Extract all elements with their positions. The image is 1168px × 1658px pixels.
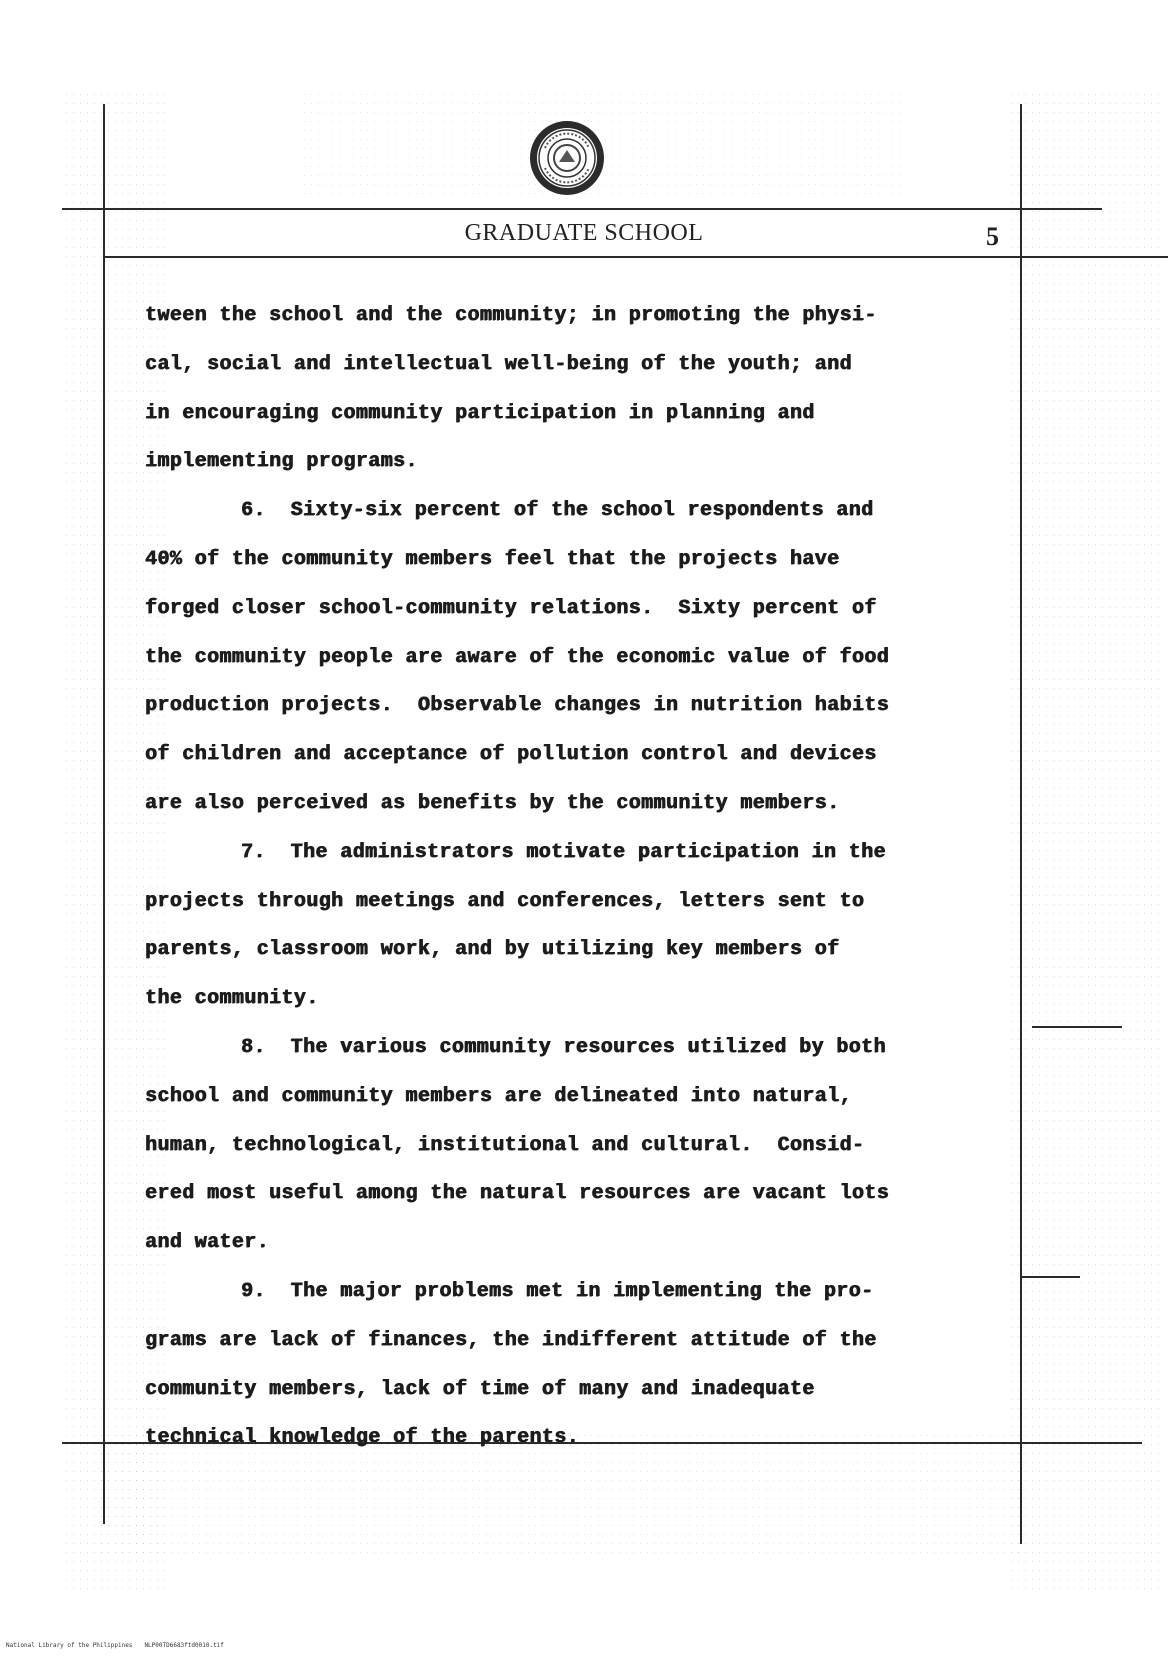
body-text bbox=[145, 292, 1005, 1463]
frame-right-rule bbox=[1020, 104, 1022, 1544]
header-bottom-rule bbox=[103, 256, 1168, 258]
text-line: are also perceived as benefits by the community members. bbox=[145, 791, 840, 815]
text-line: and water. bbox=[145, 1231, 270, 1255]
footer-file: NLP00TD6683ftd0010.tif bbox=[144, 1642, 224, 1649]
right-margin-mark-2 bbox=[1020, 1276, 1080, 1278]
text-line: projects through meetings and conferences, letters sent to bbox=[145, 889, 865, 913]
text-line: parents, classroom work, and by utilizing key members of bbox=[145, 938, 840, 962]
page-header-title: GRADUATE SCHOOL bbox=[464, 220, 704, 246]
university-seal-icon bbox=[527, 118, 607, 198]
text-line: technical knowledge of the parents. bbox=[145, 1426, 580, 1450]
text-line: grams are lack of finances, the indifferent attitude of the bbox=[145, 1328, 877, 1352]
finding-8-line: 8. The various community resources utilized by both bbox=[241, 1035, 886, 1059]
text-line: 40% of the community members feel that the projects have bbox=[145, 547, 840, 571]
text-line: cal, social and intellectual well-being of the youth; and bbox=[145, 352, 852, 376]
text-line: ered most useful among the natural resources are vacant lots bbox=[145, 1182, 890, 1206]
text-line: community members, lack of time of many and inadequate bbox=[145, 1377, 815, 1401]
text-line: implementing programs. bbox=[145, 450, 418, 474]
finding-6-line: 6. Sixty-six percent of the school respondents and bbox=[241, 499, 874, 523]
text-line: tween the school and the community; in promoting the physi- bbox=[145, 304, 877, 327]
right-margin-mark-1 bbox=[1032, 1026, 1122, 1028]
scan-footer bbox=[6, 1642, 236, 1649]
text-line: human, technological, institutional and cultural. Consid- bbox=[145, 1133, 865, 1157]
finding-7-line: 7. The administrators motivate participation in the bbox=[241, 840, 886, 864]
frame-left-rule bbox=[103, 104, 105, 1524]
header-top-rule bbox=[62, 208, 1102, 210]
text-line: forged closer school-community relations. Sixty percent of bbox=[145, 596, 877, 620]
text-line: the community. bbox=[145, 987, 319, 1011]
text-line: of children and acceptance of pollution control and devices bbox=[145, 743, 877, 767]
page-number: 5 bbox=[986, 222, 999, 251]
text-line: the community people are aware of the economic value of food bbox=[145, 645, 890, 669]
text-line: school and community members are delineated into natural, bbox=[145, 1084, 852, 1108]
finding-9-line: 9. The major problems met in implementing the pro- bbox=[241, 1279, 874, 1303]
text-line: in encouraging community participation in planning and bbox=[145, 401, 815, 425]
text-line: production projects. Observable changes in nutrition habits bbox=[145, 694, 890, 718]
footer-library: National Library of the Philippines bbox=[6, 1642, 133, 1649]
